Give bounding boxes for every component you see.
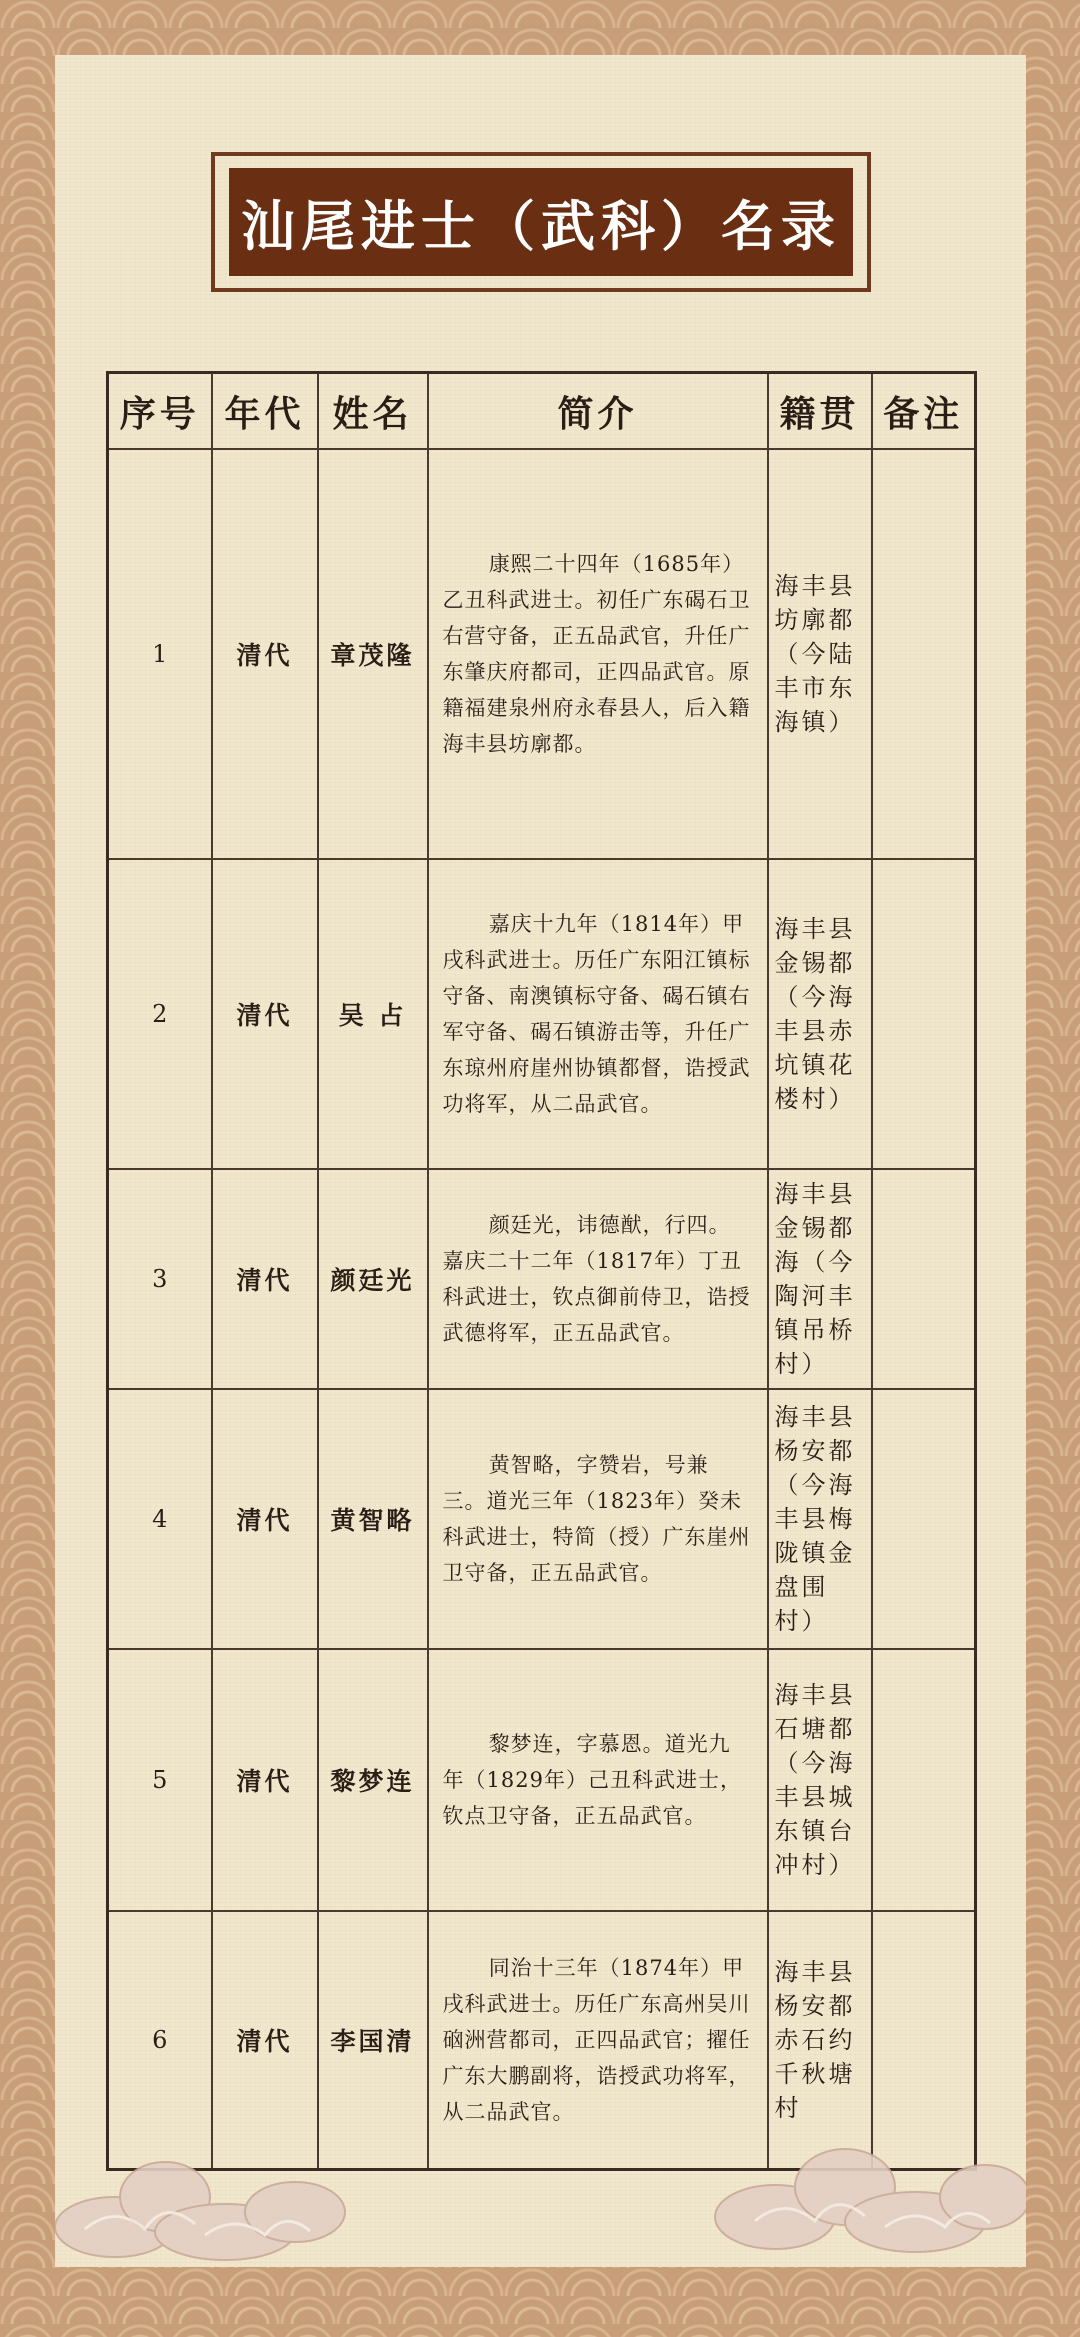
- row-intro-text: 嘉庆十九年（1814年）甲戌科武进士。历任广东阳江镇标守备、南澳镇标守备、碣石镇右军守备、碣石镇游击等，升任广东琼州府崖州协镇都督，诰授武功将军，从二品武官。: [442, 912, 751, 1116]
- row-intro: [428, 859, 768, 1169]
- row-intro: [428, 1389, 768, 1649]
- row-number: 3: [108, 1169, 212, 1389]
- row-name: 黄智略: [318, 1389, 428, 1649]
- row-hometown: 海丰县杨安都赤石约千秋塘村: [768, 1911, 872, 2170]
- row-intro-text: 康熙二十四年（1685年）乙丑科武进士。初任广东碣石卫右营守备，正五品武官，升任广东肇庆府都司，正四品武官。原籍福建泉州府永春县人，后入籍海丰县坊廓都。: [442, 552, 751, 756]
- header-hometown: 籍贯: [768, 373, 872, 450]
- row-notes: [872, 859, 976, 1169]
- row-era: 清代: [212, 1389, 318, 1649]
- row-hometown: 海丰县金锡都海（今陶河丰镇吊桥村）: [768, 1169, 872, 1389]
- row-number: 5: [108, 1649, 212, 1911]
- row-era: 清代: [212, 1911, 318, 2170]
- row-name: 李国清: [318, 1911, 428, 2170]
- page-title: 汕尾进士（武科）名录: [229, 168, 853, 276]
- row-number: 2: [108, 859, 212, 1169]
- header-number: 序号: [108, 373, 212, 450]
- table-header-row: [108, 373, 976, 450]
- row-era: 清代: [212, 1649, 318, 1911]
- row-name: 黎梦连: [318, 1649, 428, 1911]
- row-notes: [872, 1649, 976, 1911]
- row-hometown: 海丰县坊廓都（今陆丰市东海镇）: [768, 449, 872, 859]
- table-row: [108, 1911, 976, 2170]
- row-intro: [428, 1911, 768, 2170]
- row-notes: [872, 1389, 976, 1649]
- row-era: 清代: [212, 1169, 318, 1389]
- row-hometown: 海丰县石塘都（今海丰县城东镇台冲村）: [768, 1649, 872, 1911]
- header-notes: 备注: [872, 373, 976, 450]
- row-name: 章茂隆: [318, 449, 428, 859]
- table-row: [108, 1389, 976, 1649]
- row-era: 清代: [212, 859, 318, 1169]
- row-intro: [428, 449, 768, 859]
- row-intro: [428, 1169, 768, 1389]
- row-notes: [872, 1911, 976, 2170]
- header-name: 姓名: [318, 373, 428, 450]
- table-row: [108, 1649, 976, 1911]
- row-intro-text: 黄智略，字赞岩，号兼三。道光三年（1823年）癸未科武进士，特简（授）广东崖州卫守备，正五品武官。: [442, 1453, 751, 1585]
- table-row: [108, 1169, 976, 1389]
- row-number: 6: [108, 1911, 212, 2170]
- row-era: 清代: [212, 449, 318, 859]
- row-intro-text: 同治十三年（1874年）甲戌科武进士。历任广东高州吴川硇洲营都司，正四品武官；擢任广东大鹏副将，诰授武功将军，从二品武官。: [442, 1956, 751, 2124]
- row-number: 1: [108, 449, 212, 859]
- row-notes: [872, 449, 976, 859]
- row-hometown: 海丰县金锡都（今海丰县赤坑镇花楼村）: [768, 859, 872, 1169]
- table-row: [108, 449, 976, 859]
- header-era: 年代: [212, 373, 318, 450]
- row-notes: [872, 1169, 976, 1389]
- row-intro-text: 颜廷光，讳德猷，行四。嘉庆二十二年（1817年）丁丑科武进士，钦点御前侍卫，诰授武德将军，正五品武官。: [442, 1213, 751, 1345]
- row-hometown: 海丰县杨安都（今海丰县梅陇镇金盘围村）: [768, 1389, 872, 1649]
- roster-table: [106, 371, 977, 2171]
- row-name: 颜廷光: [318, 1169, 428, 1389]
- header-intro: 简介: [428, 373, 768, 450]
- row-intro-text: 黎梦连，字慕恩。道光九年（1829年）己丑科武进士，钦点卫守备，正五品武官。: [442, 1732, 742, 1828]
- table-row: [108, 859, 976, 1169]
- row-name: 吴 占: [318, 859, 428, 1169]
- row-intro: [428, 1649, 768, 1911]
- row-number: 4: [108, 1389, 212, 1649]
